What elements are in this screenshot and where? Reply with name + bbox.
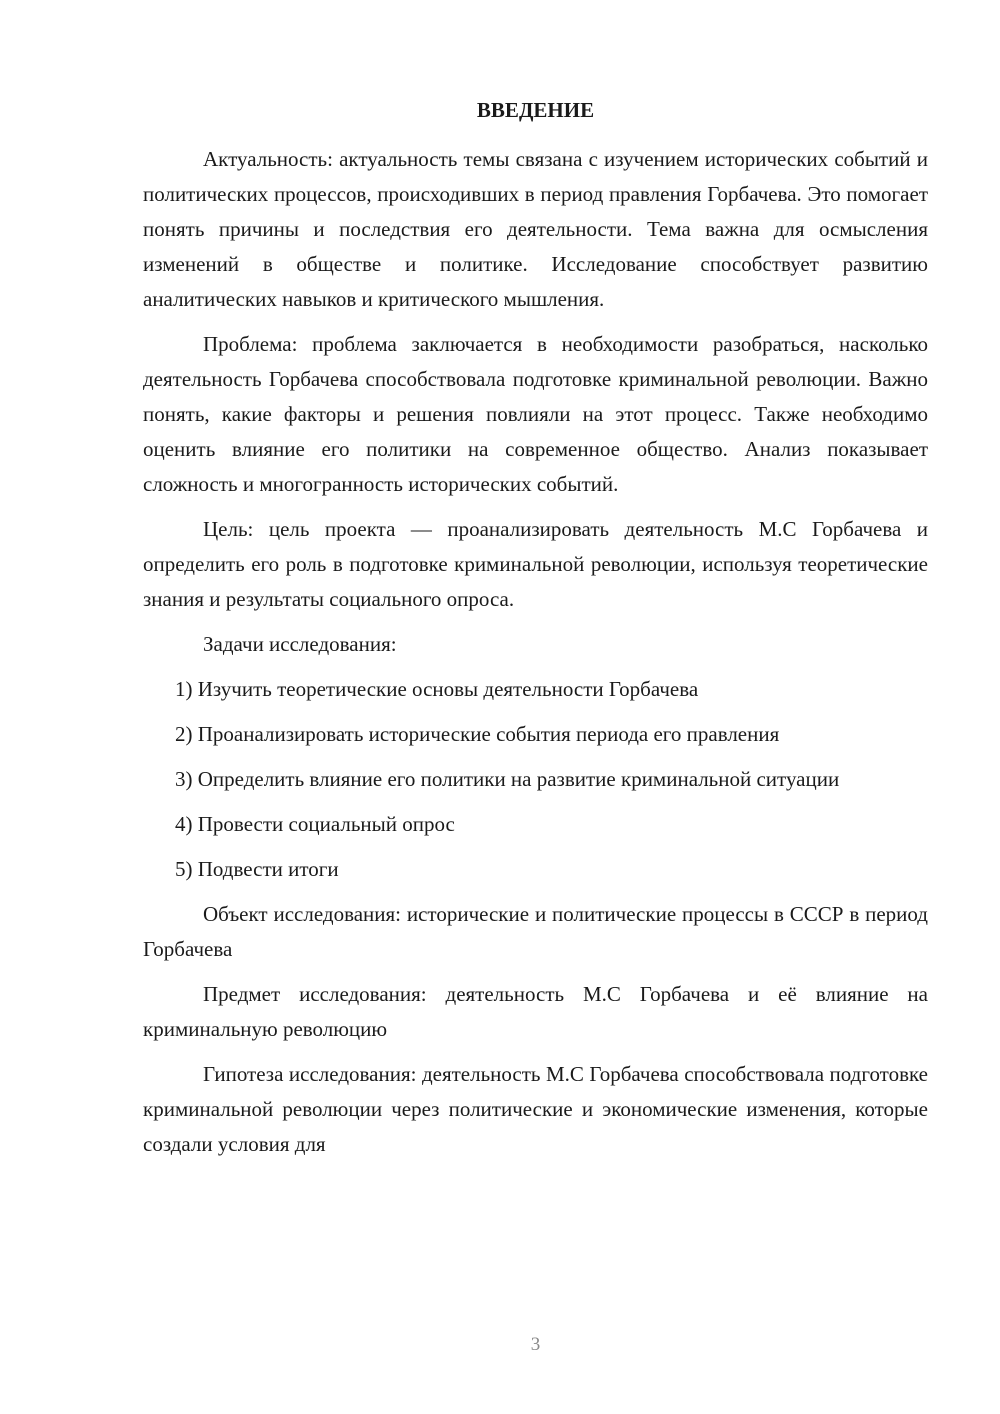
page-number: 3 xyxy=(530,1334,541,1355)
paragraph-relevance: Актуальность: актуальность темы связана с изучением исторических событий и политических процессов, происходивших в период правления Горбачева. Это помогает понять причины и последствия его деятельности. Тема важна для осмысления изменений в обществе и политике. Исследование способствует развитию аналитических навыков и критического мышления. xyxy=(143,147,928,311)
paragraph-subject: Предмет исследования: деятельность М.С Горбачева и её влияние на криминальную революцию xyxy=(143,982,928,1041)
paragraph-hypothesis: Гипотеза исследования: деятельность М.С Горбачева способствовала подготовке криминальной революции через политические и экономические изменения, которые создали условия для xyxy=(143,1062,928,1156)
list-item-task-5: 5) Подвести итоги xyxy=(175,857,339,881)
document-body xyxy=(143,142,928,1172)
list-item-task-1: 1) Изучить теоретические основы деятельности Горбачева xyxy=(175,677,699,701)
paragraph-tasks-heading: Задачи исследования: xyxy=(203,632,397,656)
paragraph-object: Объект исследования: исторические и политические процессы в СССР в период Горбачева xyxy=(143,902,928,961)
page-title: ВВЕДЕНИЕ xyxy=(476,98,595,122)
paragraph-goal: Цель: цель проекта — проанализировать деятельность М.С Горбачева и определить его роль в подготовке криминальной революции, используя теоретические знания и результаты социального опроса. xyxy=(143,517,928,611)
paragraph-problem: Проблема: проблема заключается в необходимости разобраться, насколько деятельность Горбачева способствовала подготовке криминальной революции. Важно понять, какие факторы и решения повлияли на этот процесс. Также необходимо оценить влияние его политики на современное общество. Анализ показывает сложность и многогранность исторических событий. xyxy=(143,332,928,496)
list-item-task-4: 4) Провести социальный опрос xyxy=(175,812,455,836)
list-item-task-3: 3) Определить влияние его политики на развитие криминальной ситуации xyxy=(175,767,840,791)
list-item-task-2: 2) Проанализировать исторические события периода его правления xyxy=(175,722,780,746)
